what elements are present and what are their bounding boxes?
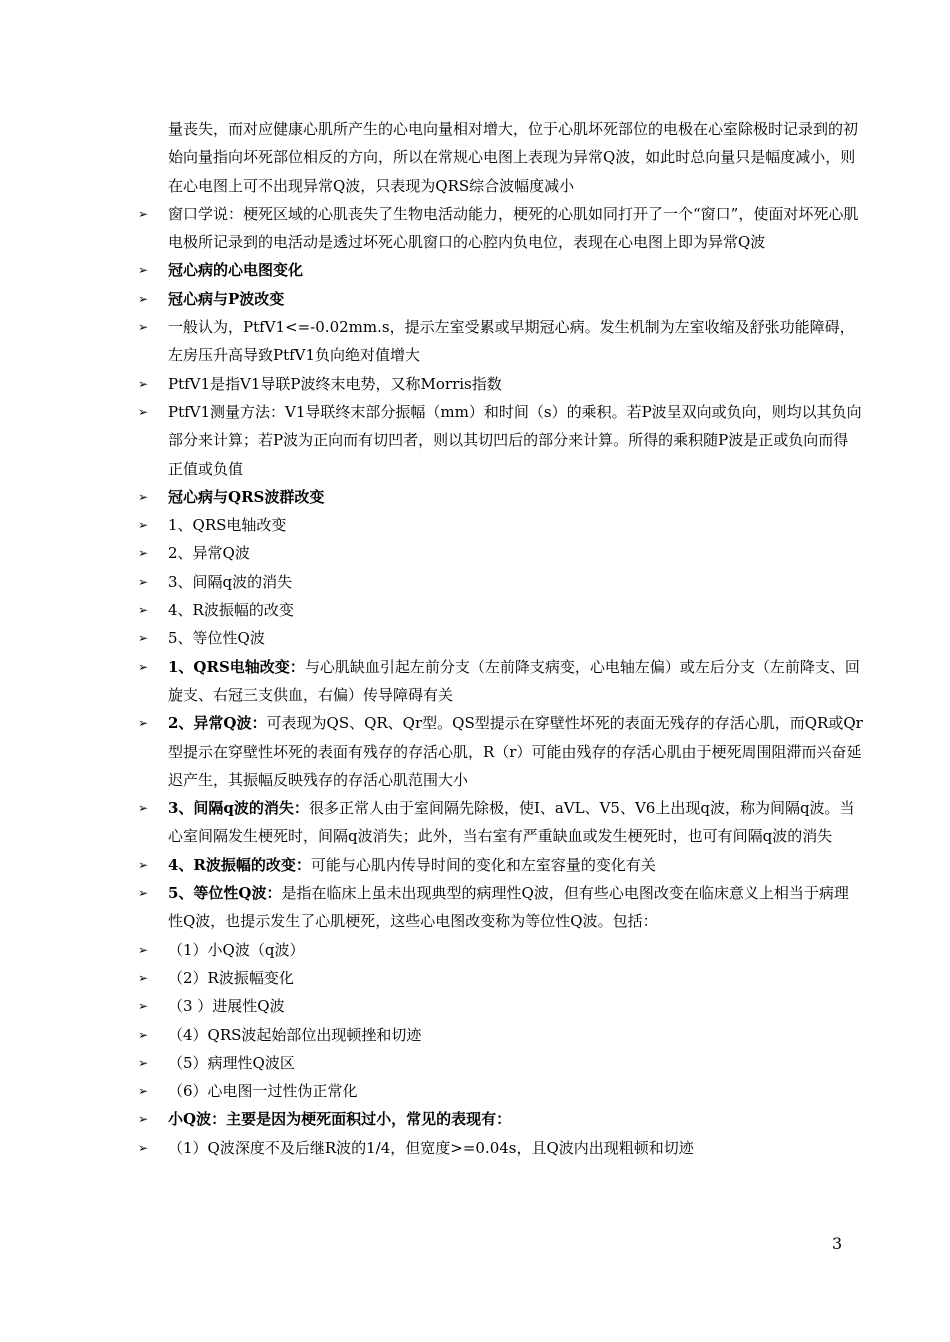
bullet-item xyxy=(138,1134,863,1162)
arrow-bullet-icon: ➢ xyxy=(138,518,149,533)
arrow-bullet-icon: ➢ xyxy=(138,489,149,504)
bullet-item xyxy=(138,313,863,370)
arrow-bullet-icon: ➢ xyxy=(138,970,149,985)
paragraph-text: 一般认为，PtfV1<=-0.02mm.s，提示左室受累或早期冠心病。发生机制为左室收缩及舒张功能障碍，左房压升高导致PtfV1负向绝对值增大 xyxy=(168,318,855,365)
bullet-item xyxy=(138,964,863,992)
bullet-item xyxy=(138,936,863,964)
arrow-bullet-icon: ➢ xyxy=(138,1112,149,1127)
paragraph-text: 4、R波振幅的改变 xyxy=(168,601,294,620)
bullet-heading xyxy=(138,1105,863,1133)
heading-text: 冠心病与QRS波群改变 xyxy=(168,487,325,506)
arrow-bullet-icon: ➢ xyxy=(138,1140,149,1155)
bullet-item xyxy=(138,653,863,710)
document-body xyxy=(138,115,863,1162)
paragraph-continuation xyxy=(138,115,863,200)
item-lead: 2、异常Q波： xyxy=(168,714,267,733)
arrow-bullet-icon: ➢ xyxy=(138,1027,149,1042)
paragraph-text: （6）心电图一过性伪正常化 xyxy=(168,1082,358,1101)
heading-text: 冠心病与P波改变 xyxy=(168,289,285,308)
bullet-item xyxy=(138,992,863,1020)
paragraph-text: 窗口学说：梗死区域的心肌丧失了生物电活动能力，梗死的心肌如同打开了一个“窗口”，使面对坏死心肌电极所记录到的电活动是透过坏死心肌窗口的心腔内负电位，表现在心电图上即为异常Q波 xyxy=(168,204,859,252)
bullet-heading xyxy=(138,256,863,284)
arrow-bullet-icon: ➢ xyxy=(138,320,149,335)
bullet-heading xyxy=(138,285,863,313)
item-lead: 3、间隔q波的消失： xyxy=(168,799,309,818)
arrow-bullet-icon: ➢ xyxy=(138,659,149,674)
paragraph-text: 与心肌缺血引起左前分支（左前降支病变，心电轴左偏）或左后分支（左前降支、回旋支、右冠三支供血，右偏）传导障碍有关 xyxy=(168,657,860,704)
paragraph-text: 5、等位性Q波 xyxy=(168,629,265,648)
item-lead: 4、R波振幅的改变： xyxy=(168,855,311,874)
item-lead: 1、QRS电轴改变： xyxy=(168,657,305,676)
paragraph-text: 3、间隔q波的消失 xyxy=(168,572,293,591)
arrow-bullet-icon: ➢ xyxy=(138,999,149,1014)
paragraph-text: （4）QRS波起始部位出现顿挫和切迹 xyxy=(168,1025,422,1044)
arrow-bullet-icon: ➢ xyxy=(138,716,149,731)
heading-text: 小Q波：主要是因为梗死面积过小，常见的表现有： xyxy=(168,1110,512,1129)
bullet-item xyxy=(138,568,863,596)
arrow-bullet-icon: ➢ xyxy=(138,1084,149,1099)
arrow-bullet-icon: ➢ xyxy=(138,801,149,816)
arrow-bullet-icon: ➢ xyxy=(138,263,149,278)
bullet-item xyxy=(138,596,863,624)
arrow-bullet-icon: ➢ xyxy=(138,404,149,419)
arrow-bullet-icon: ➢ xyxy=(138,206,149,221)
arrow-bullet-icon: ➢ xyxy=(138,631,149,646)
bullet-item xyxy=(138,1049,863,1077)
paragraph-text: PtfV1测量方法：V1导联终末部分振幅（mm）和时间（s）的乘积。若P波呈双向或负向，则均以其负向部分来计算；若P波为正向而有切凹者，则以其切凹后的部分来计算。所得的乘积随P波是正或负向而得正值或负值 xyxy=(168,402,862,478)
bullet-item xyxy=(138,879,863,936)
paragraph-text: （3 ）进展性Q波 xyxy=(168,997,285,1016)
bullet-item xyxy=(138,539,863,567)
paragraph-text: 可能与心肌内传导时间的变化和左室容量的变化有关 xyxy=(310,855,656,874)
paragraph-text: 量丧失，而对应健康心肌所产生的心电向量相对增大，位于心肌坏死部位的电极在心室除极时记录到的初始向量指向坏死部位相反的方向，所以在常规心电图上表现为异常Q波，如此时总向量只是幅度减小，则在心电图上可不出现异常Q波，只表现为QRS综合波幅度减小 xyxy=(168,120,859,195)
bullet-item xyxy=(138,511,863,539)
arrow-bullet-icon: ➢ xyxy=(138,376,149,391)
bullet-item xyxy=(138,624,863,652)
paragraph-text: 可表现为QS、QR、Qr型。QS型提示在穿壁性坏死的表面无残存的存活心肌，而QR或Qr型提示在穿壁性坏死的表面有残存的存活心肌，R（r）可能由残存的存活心肌由于梗死周围阻滞而兴奋延迟产生，其振幅反映残存的存活心肌范围大小 xyxy=(168,714,863,789)
heading-text: 冠心病的心电图变化 xyxy=(168,261,304,280)
bullet-item xyxy=(138,1077,863,1105)
bullet-item xyxy=(138,370,863,398)
paragraph-text: 很多正常人由于室间隔先除极，使I、aVL、V5、V6上出现q波，称为间隔q波。当心室间隔发生梗死时，间隔q波消失；此外，当右室有严重缺血或发生梗死时，也可有间隔q波的消失 xyxy=(168,799,855,846)
bullet-heading xyxy=(138,483,863,511)
arrow-bullet-icon: ➢ xyxy=(138,886,149,901)
paragraph-text: （5）病理性Q波区 xyxy=(168,1053,295,1072)
arrow-bullet-icon: ➢ xyxy=(138,942,149,957)
paragraph-text: （1）Q波深度不及后继R波的1/4，但宽度>=0.04s，且Q波内出现粗顿和切迹 xyxy=(168,1138,694,1157)
bullet-item xyxy=(138,851,863,879)
arrow-bullet-icon: ➢ xyxy=(138,857,149,872)
bullet-item xyxy=(138,200,863,257)
arrow-bullet-icon: ➢ xyxy=(138,546,149,561)
page-number: 3 xyxy=(832,1234,843,1253)
bullet-item xyxy=(138,1021,863,1049)
paragraph-text: （2）R波振幅变化 xyxy=(168,968,294,987)
item-lead: 5、等位性Q波： xyxy=(168,884,282,903)
bullet-item xyxy=(138,794,863,851)
arrow-bullet-icon: ➢ xyxy=(138,291,149,306)
paragraph-text: 是指在临床上虽未出现典型的病理性Q波，但有些心电图改变在临床意义上相当于病理性Q波，也提示发生了心肌梗死，这些心电图改变称为等位性Q波。包括： xyxy=(168,884,849,931)
paragraph-text: 2、异常Q波 xyxy=(168,544,250,563)
bullet-item xyxy=(138,709,863,794)
paragraph-text: （1）小Q波（q波） xyxy=(168,940,305,959)
paragraph-text: 1、QRS电轴改变 xyxy=(168,516,287,535)
arrow-bullet-icon: ➢ xyxy=(138,574,149,589)
arrow-bullet-icon: ➢ xyxy=(138,603,149,618)
arrow-bullet-icon: ➢ xyxy=(138,1055,149,1070)
bullet-item xyxy=(138,398,863,483)
paragraph-text: PtfV1是指V1导联P波终末电势，又称Morris指数 xyxy=(168,374,502,393)
